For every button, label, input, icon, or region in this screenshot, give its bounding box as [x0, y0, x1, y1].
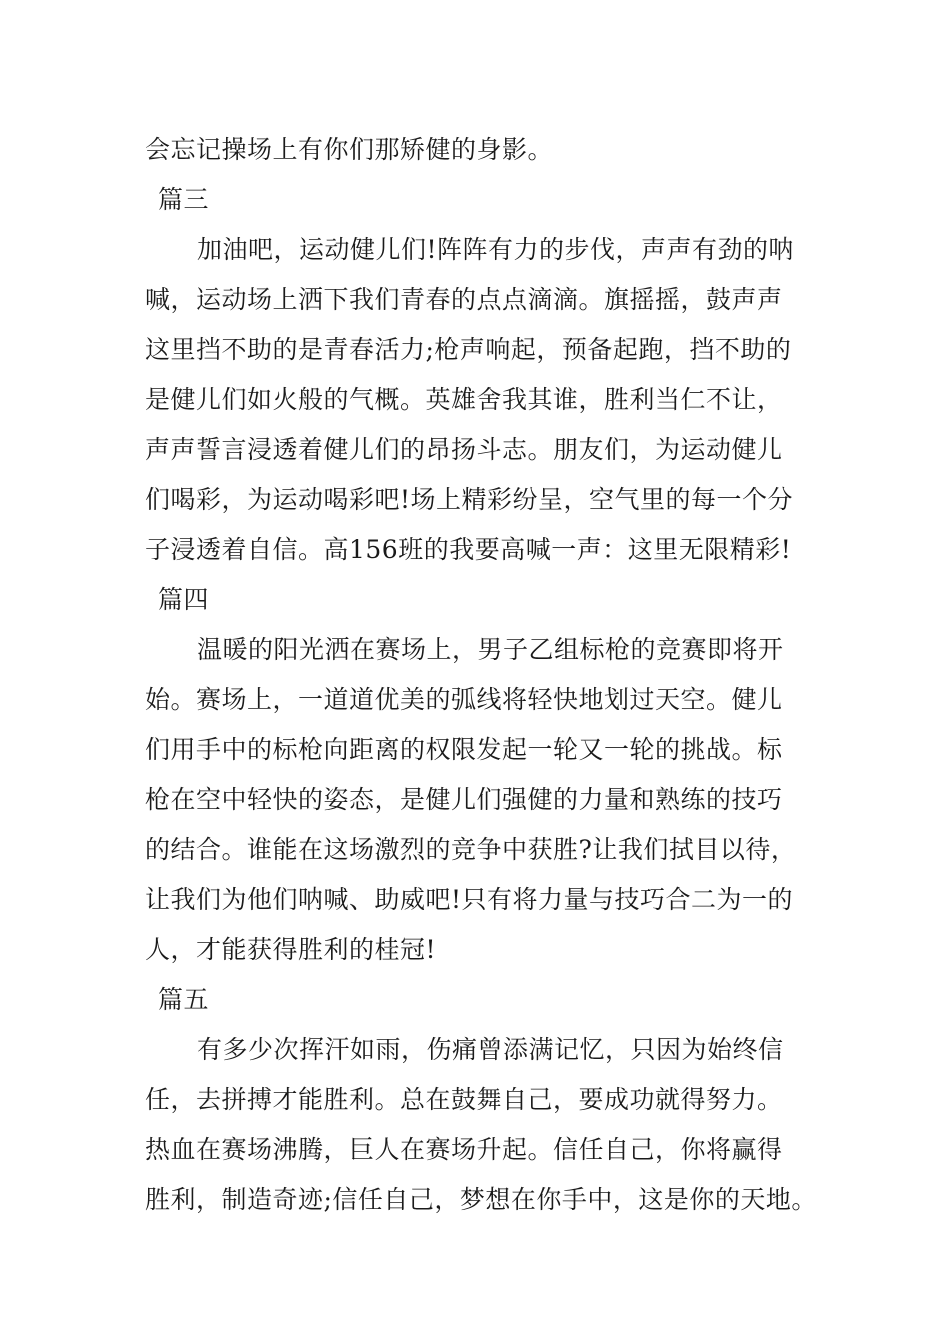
text-line: 的结合。谁能在这场激烈的竞争中获胜?让我们拭目以待， [145, 835, 797, 864]
text-line: 热血在赛场沸腾，巨人在赛场升起。信任自己，你将赢得 [145, 1135, 783, 1164]
text-line: 任，去拼搏才能胜利。总在鼓舞自己，要成功就得努力。 [145, 1085, 783, 1114]
text-line: 人，才能获得胜利的桂冠! [145, 935, 437, 964]
text-line: 喊，运动场上洒下我们青春的点点滴滴。旗摇摇，鼓声声 [145, 285, 783, 314]
section-heading: 篇四 [158, 585, 210, 614]
text-line: 子浸透着自信。高156班的我要高喊一声：这里无限精彩! [145, 535, 792, 564]
section-heading: 篇五 [158, 985, 210, 1014]
text-line: 们喝彩，为运动喝彩吧!场上精彩纷呈，空气里的每一个分 [145, 485, 794, 514]
text-line: 枪在空中轻快的姿态，是健儿们强健的力量和熟练的技巧 [145, 785, 783, 814]
text-line: 会忘记操场上有你们那矫健的身影。 [145, 135, 554, 164]
text-line: 声声誓言浸透着健儿们的昂扬斗志。朋友们，为运动健儿 [145, 435, 783, 464]
paragraph-first-line: 有多少次挥汗如雨，伤痛曾添满记忆，只因为始终信 [197, 1035, 784, 1064]
text-line: 们用手中的标枪向距离的权限发起一轮又一轮的挑战。标 [145, 735, 783, 764]
text-line: 胜利，制造奇迹;信任自己，梦想在你手中，这是你的天地。 [145, 1185, 817, 1214]
text-line: 始。赛场上，一道道优美的弧线将轻快地划过天空。健儿 [145, 685, 783, 714]
text-line: 这里挡不助的是青春活力;枪声响起，预备起跑，挡不助的 [145, 335, 792, 364]
text-line: 让我们为他们呐喊、助威吧!只有将力量与技巧合二为一的 [145, 885, 794, 914]
paragraph-first-line: 加油吧，运动健儿们!阵阵有力的步伐，声声有劲的呐 [197, 235, 795, 264]
section-heading: 篇三 [158, 185, 210, 214]
text-line: 是健儿们如火般的气概。英雄舍我其谁，胜利当仁不让， [145, 385, 783, 414]
paragraph-first-line: 温暖的阳光洒在赛场上，男子乙组标枪的竞赛即将开 [197, 635, 784, 664]
